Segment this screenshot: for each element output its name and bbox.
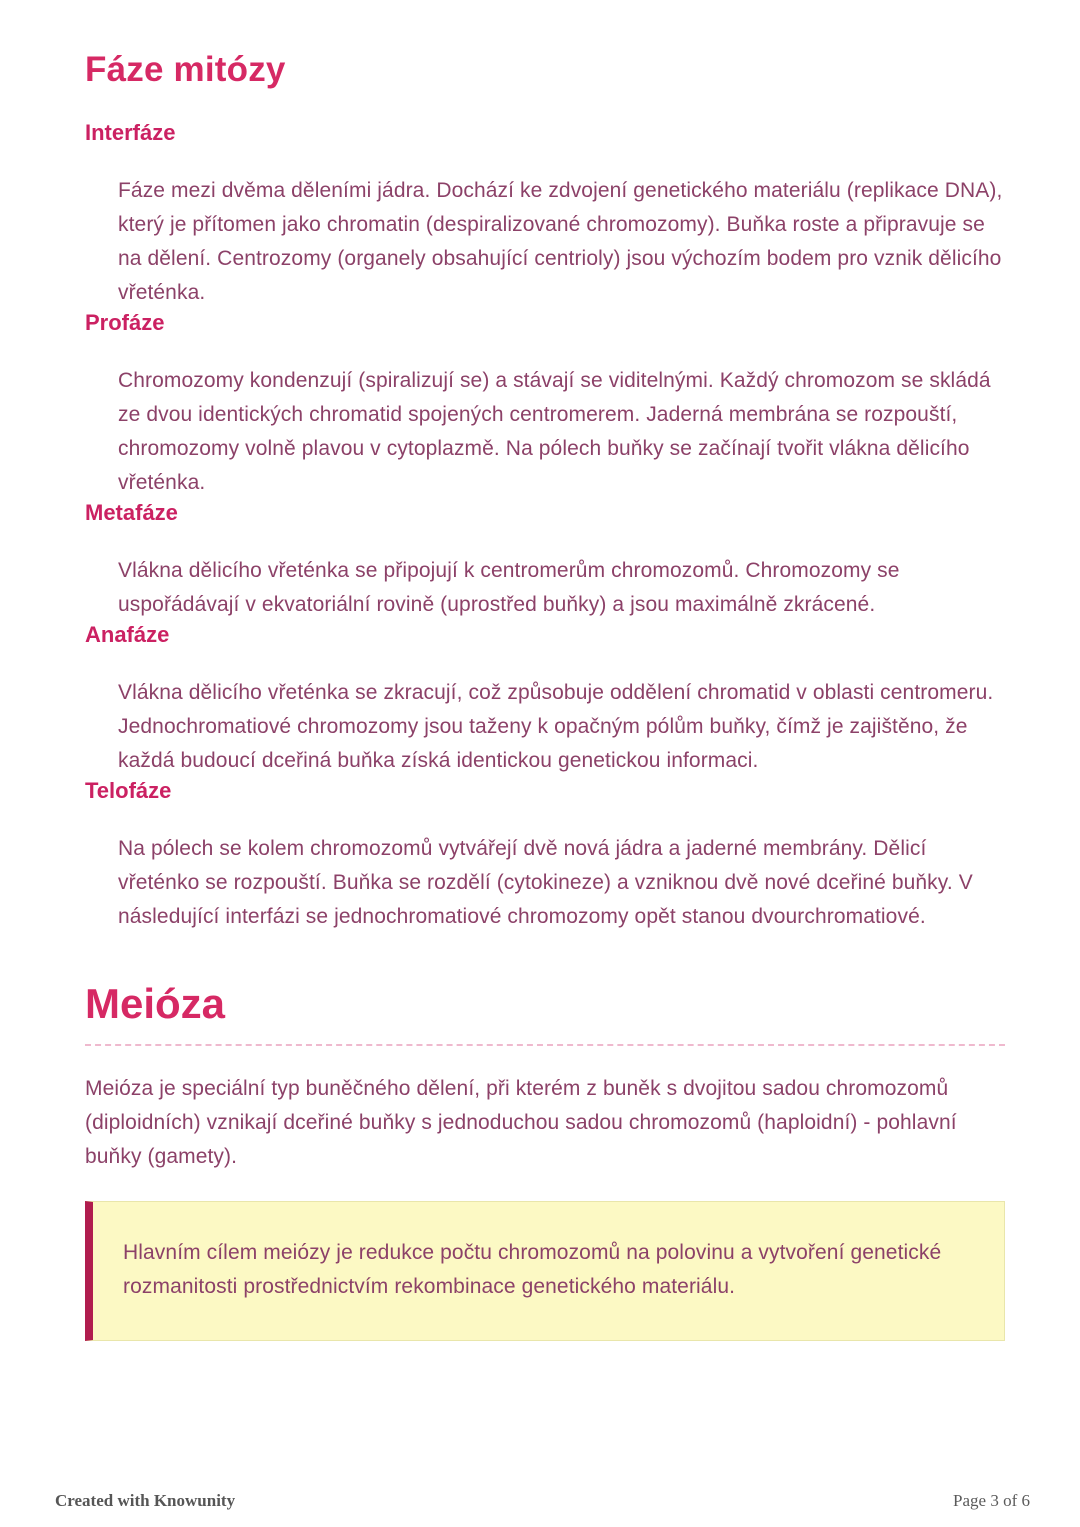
- callout-text: Hlavním cílem meiózy je redukce počtu chromozomů na polovinu a vytvoření genetické rozmanitosti prostřednictvím rekombinace genetického materiálu.: [123, 1241, 942, 1299]
- paragraph-telofaze: Na pólech se kolem chromozomů vytvářejí dvě nová jádra a jaderné membrány. Dělicí vřeténko se rozpouští. Buňka se rozdělí (cytokineze) a vzniknou dvě nové dceřiné buňky. V následující interfázi se jednochromatiové chromozomy opět stanou dvourchromatiové.: [118, 837, 973, 929]
- heading-anafaze: Anafáze: [85, 622, 170, 648]
- section-profaze: [85, 310, 1005, 500]
- section-anafaze: [85, 622, 1005, 778]
- section-meioza: [85, 980, 1005, 1341]
- section-interfaze: [85, 120, 1005, 310]
- page-title: Fáze mitózy: [85, 50, 286, 89]
- meioza-title: Meióza: [85, 980, 1005, 1046]
- section-telofaze: [85, 778, 1005, 934]
- paragraph-anafaze: Vlákna dělicího vřeténka se zkracují, což způsobuje oddělení chromatid v oblasti centromeru. Jednochromatiové chromozomy jsou taženy k opačným pólům buňky, čímž je zajištěno, že každá budoucí dceřiná buňka získá identickou genetickou informaci.: [118, 681, 994, 773]
- paragraph-interfaze: Fáze mezi dvěma děleními jádra. Dochází ke zdvojení genetického materiálu (replikace DNA), který je přítomen jako chromatin (despiralizované chromozomy). Buňka roste a připravuje se na dělení. Centrozomy (organely obsahující centrioly) jsou výchozím bodem pro vznik dělicího vřeténka.: [118, 179, 1003, 305]
- highlight-callout-box: [85, 1201, 1005, 1341]
- paragraph-profaze: Chromozomy kondenzují (spiralizují se) a stávají se viditelnými. Každý chromozom se skládá ze dvou identických chromatid spojených centromerem. Jaderná membrána se rozpouští, chromozomy volně plavou v cytoplazmě. Na pólech buňky se začínají tvořit vlákna dělicího vřeténka.: [118, 369, 991, 495]
- footer-brand-text: Created with Knowunity: [55, 1491, 236, 1510]
- page-footer: [55, 1491, 1030, 1511]
- footer-page-number: Page 3 of 6: [953, 1491, 1030, 1510]
- heading-profaze: Profáze: [85, 310, 165, 336]
- heading-interfaze: Interfáze: [85, 120, 176, 145]
- heading-metafaze: Metafáze: [85, 500, 178, 526]
- meioza-intro-paragraph: Meióza je speciální typ buněčného dělení, při kterém z buněk s dvojitou sadou chromozomů (diploidních) vznikají dceřiné buňky s jednoduchou sadou chromozomů (haploidní) - pohlavní buňky (gamety).: [85, 1077, 957, 1169]
- paragraph-metafaze: Vlákna dělicího vřeténka se připojují k centromerům chromozomů. Chromozomy se uspořádávají v ekvatoriální rovině (uprostřed buňky) a jsou maximálně zkrácené.: [118, 559, 900, 617]
- heading-telofaze: Telofáze: [85, 778, 172, 804]
- section-metafaze: [85, 500, 1005, 622]
